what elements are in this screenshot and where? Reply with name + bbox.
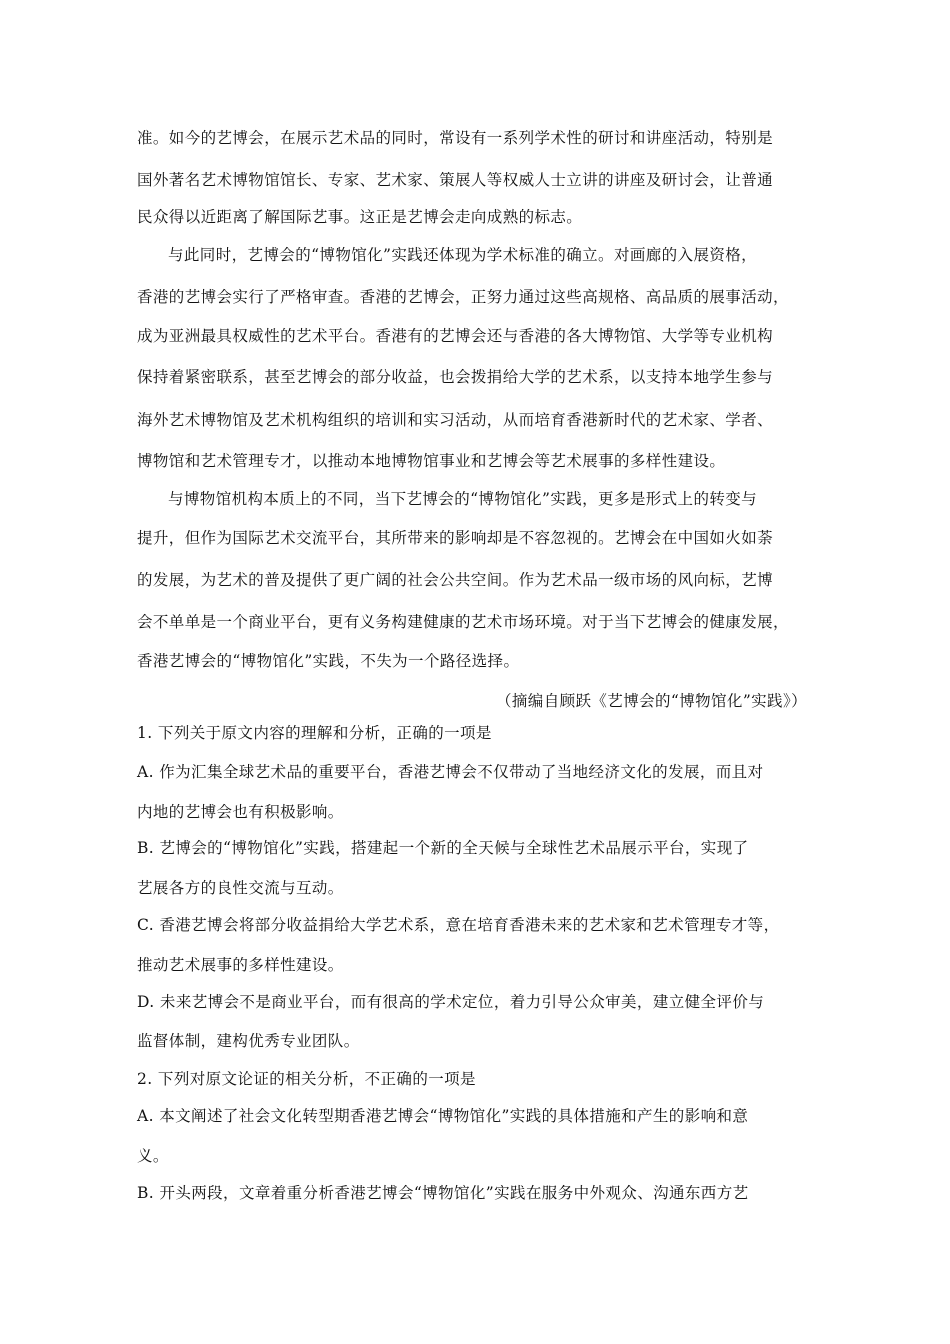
option-a-cont: 内地的艺博会也有积极影响。 [137,803,344,821]
passage-line: 提升，但作为国际艺术交流平台，其所带来的影响却是不容忽视的。艺博会在中国如火如荼 [137,529,774,547]
question-stem: 1. 下列关于原文内容的理解和分析，正确的一项是 [137,724,492,742]
passage-line: 与此同时，艺博会的“博物馆化”实践还体现为学术标准的确立。对画廊的入展资格， [168,246,758,264]
option-a-cont: 义。 [137,1147,169,1165]
option-b: B. 开头两段，文章着重分析香港艺博会“博物馆化”实践在服务中外观众、沟通东西方艺 [137,1184,749,1202]
passage-line: 会不单单是一个商业平台，更有义务构建健康的艺术市场环境。对于当下艺博会的健康发展， [137,613,789,631]
option-d: D. 未来艺博会不是商业平台，而有很高的学术定位，着力引导公众审美，建立健全评价与 [137,993,765,1011]
passage-line: 的发展，为艺术的普及提供了更广阔的社会公共空间。作为艺术品一级市场的风向标，艺博 [137,571,774,589]
option-c-cont: 推动艺术展事的多样性建设。 [137,956,344,974]
passage-line: 准。如今的艺博会，在展示艺术品的同时，常设有一系列学术性的研讨和讲座活动，特别是 [137,129,774,147]
passage-line: 与博物馆机构本质上的不同，当下艺博会的“博物馆化”实践，更多是形式上的转变与 [168,490,758,508]
passage-line: 博物馆和艺术管理专才，以推动本地博物馆事业和艺博会等艺术展事的多样性建设。 [137,452,726,470]
option-b: B. 艺博会的“博物馆化”实践，搭建起一个新的全天候与全球性艺术品展示平台，实现了 [137,839,749,857]
question-stem: 2. 下列对原文论证的相关分析，不正确的一项是 [137,1070,476,1088]
option-a: A. 本文阐述了社会文化转型期香港艺博会“博物馆化”实践的具体措施和产生的影响和意 [137,1107,749,1125]
option-c: C. 香港艺博会将部分收益捐给大学艺术系，意在培育香港未来的艺术家和艺术管理专才等， [137,916,780,934]
passage-line: 成为亚洲最具权威性的艺术平台。香港有的艺博会还与香港的各大博物馆、大学等专业机构 [137,327,774,345]
option-d-cont: 监督体制，建构优秀专业团队。 [137,1032,360,1050]
passage-line: 保持着紧密联系，甚至艺博会的部分收益，也会拨捐给大学的艺术系，以支持本地学生参与 [137,368,774,386]
passage-source: （摘编自顾跃《艺博会的“博物馆化”实践》） [496,692,807,710]
passage-line: 民众得以近距离了解国际艺事。这正是艺博会走向成熟的标志。 [137,208,583,226]
passage-line: 香港艺博会的“博物馆化”实践，不失为一个路径选择。 [137,652,520,670]
option-a: A. 作为汇集全球艺术品的重要平台，香港艺博会不仅带动了当地经济文化的发展，而且对 [137,763,764,781]
passage-line: 海外艺术博物馆及艺术机构组织的培训和实习活动，从而培育香港新时代的艺术家、学者、 [137,411,774,429]
passage-line: 香港的艺博会实行了严格审查。香港的艺博会，正努力通过这些高规格、高品质的展事活动， [137,288,789,306]
option-b-cont: 艺展各方的良性交流与互动。 [137,879,344,897]
passage-line: 国外著名艺术博物馆馆长、专家、艺术家、策展人等权威人士立讲的讲座及研讨会，让普通 [137,171,774,189]
